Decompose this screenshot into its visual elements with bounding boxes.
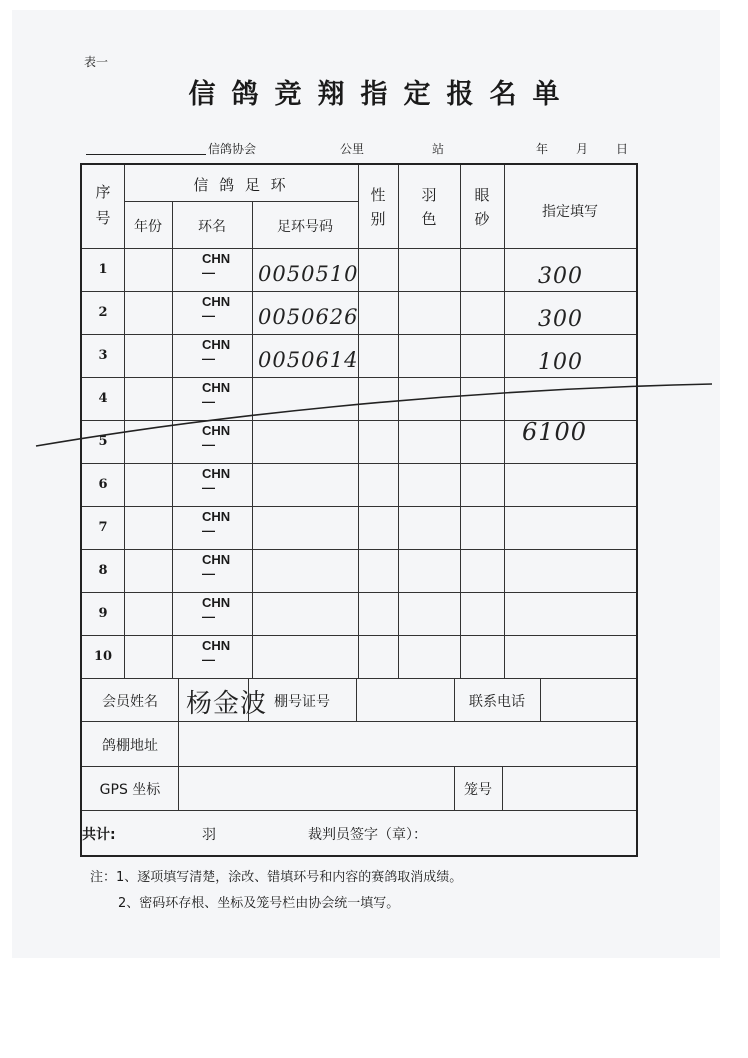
member-name-signature: 杨金波 [186, 689, 268, 719]
phone-label: 联系电话 [469, 694, 525, 710]
col-header-designated: 指定填写 [542, 204, 598, 220]
row-number: 4 [98, 391, 108, 406]
row-number: 1 [98, 262, 108, 277]
col-header-eye: 眼 砂 [474, 186, 490, 228]
ring-prefix: CHN — [202, 595, 231, 624]
row-number: 9 [98, 606, 108, 621]
row-number: 3 [98, 348, 108, 363]
address-label: 鸽棚地址 [102, 738, 158, 754]
row-number: 10 [93, 649, 113, 664]
referee-signature-label: 裁判员签字（章）： [308, 827, 427, 843]
row-number: 7 [98, 520, 108, 535]
row-number: 2 [98, 305, 108, 320]
col-header-feather: 羽 色 [421, 186, 437, 228]
strike-through-path [36, 384, 712, 446]
designated-value-handwritten: 300 [538, 307, 583, 332]
ring-prefix: CHN — [202, 251, 231, 280]
header-year: 年 [536, 142, 549, 156]
ring-prefix: CHN — [202, 294, 231, 323]
ring-number-handwritten: 0050614 [258, 348, 359, 372]
page-title: 信鸽竞翔指定报名单 [188, 79, 576, 110]
ring-prefix: CHN — [202, 337, 231, 366]
form-number: 表一 [84, 55, 109, 69]
col-header-ring-name: 环名 [198, 219, 226, 235]
ring-prefix: CHN — [202, 509, 231, 538]
col-header-sex: 性 别 [370, 186, 386, 228]
col-header-ring-number: 足环号码 [277, 219, 333, 235]
ring-prefix: CHN — [202, 552, 231, 581]
header-km: 公里 [340, 142, 365, 156]
row-number: 6 [98, 477, 108, 492]
col-header-year: 年份 [134, 219, 162, 235]
gps-label: GPS 坐标 [99, 782, 161, 798]
cage-label: 笼号 [464, 782, 492, 798]
designated-value-handwritten: 100 [538, 350, 583, 375]
ring-prefix: CHN — [202, 466, 231, 495]
row-number: 5 [98, 434, 108, 449]
note-1: 注：1、逐项填写清楚，涂改、错填环号和内容的赛鸽取消成绩。 [90, 870, 463, 885]
total-label: 共计: [82, 827, 116, 843]
member-name-label: 会员姓名 [102, 694, 158, 710]
ring-prefix: CHN — [202, 423, 231, 452]
col-header-seq: 序 号 [95, 183, 111, 227]
col-header-ring-group: 信 鸽 足 环 [193, 176, 289, 194]
designated-value-handwritten: 6100 [522, 418, 588, 446]
ring-prefix: CHN — [202, 380, 231, 409]
header-association: 信鸽协会 [208, 142, 257, 156]
designated-value-handwritten: 300 [538, 264, 583, 289]
ring-number-handwritten: 0050510 [258, 262, 359, 286]
header-day: 日 [616, 142, 629, 156]
row-number: 8 [98, 563, 108, 578]
ring-prefix: CHN — [202, 638, 231, 667]
header-station: 站 [432, 142, 445, 156]
total-unit: 羽 [202, 827, 216, 843]
header-month: 月 [576, 142, 589, 156]
note-2: 2、密码环存根、坐标及笼号栏由协会统一填写。 [118, 896, 400, 911]
ring-number-handwritten: 0050626 [258, 305, 359, 329]
loft-cert-label: 棚号证号 [274, 694, 330, 710]
